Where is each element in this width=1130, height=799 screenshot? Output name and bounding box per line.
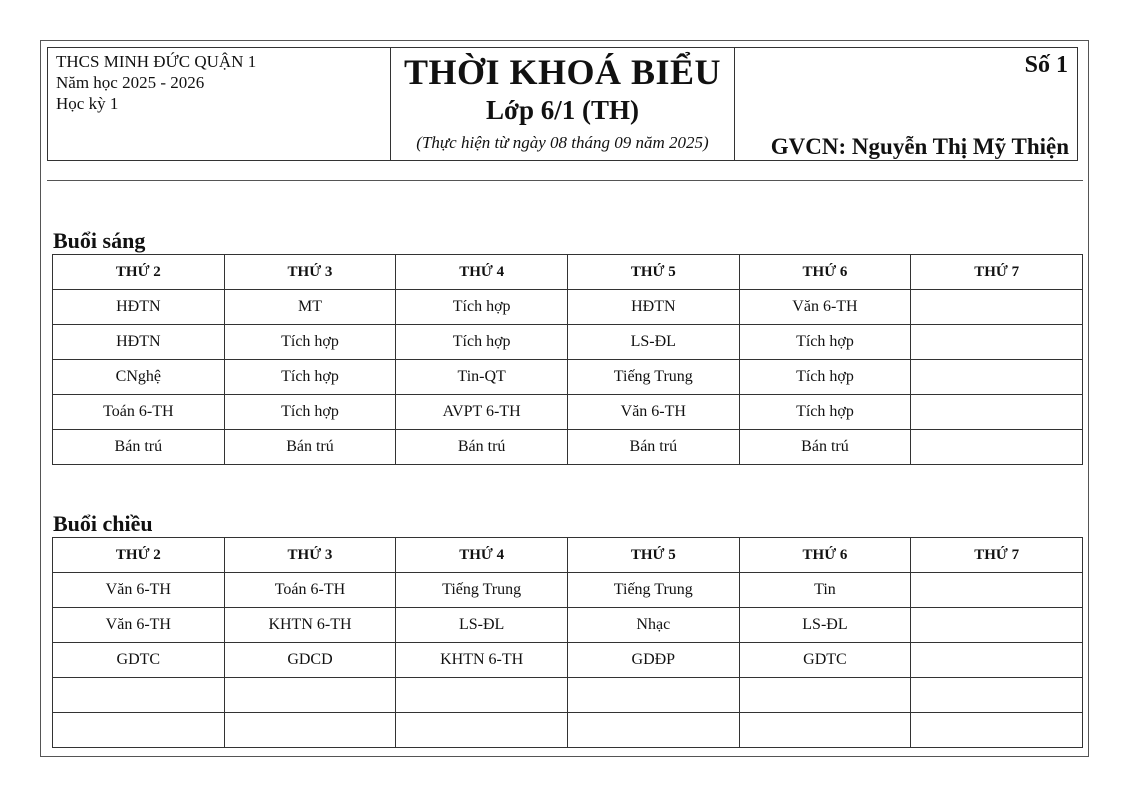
meta-block xyxy=(735,48,1077,160)
lesson-cell: Toán 6-TH xyxy=(224,573,396,608)
lesson-cell: AVPT 6-TH xyxy=(396,395,568,430)
lesson-cell xyxy=(396,678,568,713)
lesson-cell: Toán 6-TH xyxy=(53,395,225,430)
table-row xyxy=(53,643,1083,678)
lesson-cell: Tích hợp xyxy=(739,360,911,395)
effective-date: (Thực hiện từ ngày 08 tháng 09 năm 2025) xyxy=(416,133,709,152)
lesson-cell xyxy=(396,713,568,748)
lesson-cell: Tích hợp xyxy=(396,325,568,360)
lesson-cell: Tích hợp xyxy=(224,395,396,430)
lesson-cell: Bán trú xyxy=(396,430,568,465)
lesson-cell: Tin-QT xyxy=(396,360,568,395)
lesson-cell xyxy=(911,678,1083,713)
day-header: THỨ 4 xyxy=(396,255,568,290)
page-title: THỜI KHOÁ BIỂU xyxy=(403,52,722,92)
morning-table xyxy=(52,254,1083,465)
lesson-cell xyxy=(911,395,1083,430)
lesson-cell xyxy=(911,608,1083,643)
table-body xyxy=(53,290,1083,465)
table-header-row xyxy=(53,538,1083,573)
lesson-cell: Tích hợp xyxy=(739,395,911,430)
lesson-cell xyxy=(911,713,1083,748)
table-row xyxy=(53,573,1083,608)
day-header: THỨ 5 xyxy=(567,255,739,290)
lesson-cell: Văn 6-TH xyxy=(739,290,911,325)
lesson-cell: GDTC xyxy=(739,643,911,678)
lesson-cell xyxy=(53,678,225,713)
lesson-cell xyxy=(911,290,1083,325)
lesson-cell: Tích hợp xyxy=(739,325,911,360)
school-year: Năm học 2025 - 2026 xyxy=(56,73,205,92)
lesson-cell: LS-ĐL xyxy=(396,608,568,643)
lesson-cell xyxy=(911,325,1083,360)
school-name: THCS MINH ĐỨC QUẬN 1 xyxy=(56,52,257,71)
lesson-cell: KHTN 6-TH xyxy=(224,608,396,643)
lesson-cell: Bán trú xyxy=(739,430,911,465)
table-body xyxy=(53,573,1083,748)
lesson-cell: HĐTN xyxy=(567,290,739,325)
homeroom-teacher: GVCN: Nguyễn Thị Mỹ Thiện xyxy=(770,134,1069,159)
lesson-cell: Bán trú xyxy=(224,430,396,465)
day-header: THỨ 7 xyxy=(911,538,1083,573)
day-header: THỨ 3 xyxy=(224,255,396,290)
table-row xyxy=(53,608,1083,643)
day-header: THỨ 2 xyxy=(53,255,225,290)
table-header-row xyxy=(53,255,1083,290)
lesson-cell xyxy=(911,360,1083,395)
lesson-cell xyxy=(739,713,911,748)
lesson-cell xyxy=(911,430,1083,465)
day-header: THỨ 4 xyxy=(396,538,568,573)
afternoon-title: Buổi chiều xyxy=(53,511,153,536)
divider xyxy=(47,180,1083,181)
lesson-cell: Tích hợp xyxy=(224,360,396,395)
day-header: THỨ 6 xyxy=(739,255,911,290)
lesson-cell xyxy=(53,713,225,748)
lesson-cell: HĐTN xyxy=(53,290,225,325)
lesson-cell: Tích hợp xyxy=(224,325,396,360)
lesson-cell: HĐTN xyxy=(53,325,225,360)
table-row xyxy=(53,360,1083,395)
afternoon-table xyxy=(52,537,1083,748)
table-row xyxy=(53,713,1083,748)
lesson-cell: Bán trú xyxy=(567,430,739,465)
lesson-cell: LS-ĐL xyxy=(739,608,911,643)
lesson-cell: GDĐP xyxy=(567,643,739,678)
lesson-cell xyxy=(224,678,396,713)
schedule-number: Số 1 xyxy=(1024,52,1068,78)
semester: Học kỳ 1 xyxy=(56,94,119,113)
lesson-cell: Tiếng Trung xyxy=(396,573,568,608)
school-info xyxy=(48,48,391,160)
day-header: THỨ 3 xyxy=(224,538,396,573)
lesson-cell xyxy=(911,643,1083,678)
lesson-cell: Tiếng Trung xyxy=(567,573,739,608)
morning-title: Buổi sáng xyxy=(53,228,146,253)
day-header: THỨ 5 xyxy=(567,538,739,573)
lesson-cell: Tích hợp xyxy=(396,290,568,325)
lesson-cell: Văn 6-TH xyxy=(53,608,225,643)
lesson-cell: Văn 6-TH xyxy=(567,395,739,430)
lesson-cell: Văn 6-TH xyxy=(53,573,225,608)
day-header: THỨ 7 xyxy=(911,255,1083,290)
lesson-cell: Tin xyxy=(739,573,911,608)
lesson-cell: Nhạc xyxy=(567,608,739,643)
table-row xyxy=(53,325,1083,360)
lesson-cell xyxy=(567,678,739,713)
lesson-cell xyxy=(567,713,739,748)
table-row xyxy=(53,430,1083,465)
class-name: Lớp 6/1 (TH) xyxy=(486,95,639,125)
table-row xyxy=(53,395,1083,430)
header-box xyxy=(47,47,1078,161)
lesson-cell: GDCD xyxy=(224,643,396,678)
day-header: THỨ 2 xyxy=(53,538,225,573)
lesson-cell xyxy=(739,678,911,713)
lesson-cell: CNghệ xyxy=(53,360,225,395)
lesson-cell: Bán trú xyxy=(53,430,225,465)
table-row xyxy=(53,678,1083,713)
lesson-cell: LS-ĐL xyxy=(567,325,739,360)
day-header: THỨ 6 xyxy=(739,538,911,573)
lesson-cell xyxy=(224,713,396,748)
lesson-cell: Tiếng Trung xyxy=(567,360,739,395)
lesson-cell: MT xyxy=(224,290,396,325)
lesson-cell: GDTC xyxy=(53,643,225,678)
lesson-cell: KHTN 6-TH xyxy=(396,643,568,678)
title-block xyxy=(391,48,735,160)
table-row xyxy=(53,290,1083,325)
lesson-cell xyxy=(911,573,1083,608)
